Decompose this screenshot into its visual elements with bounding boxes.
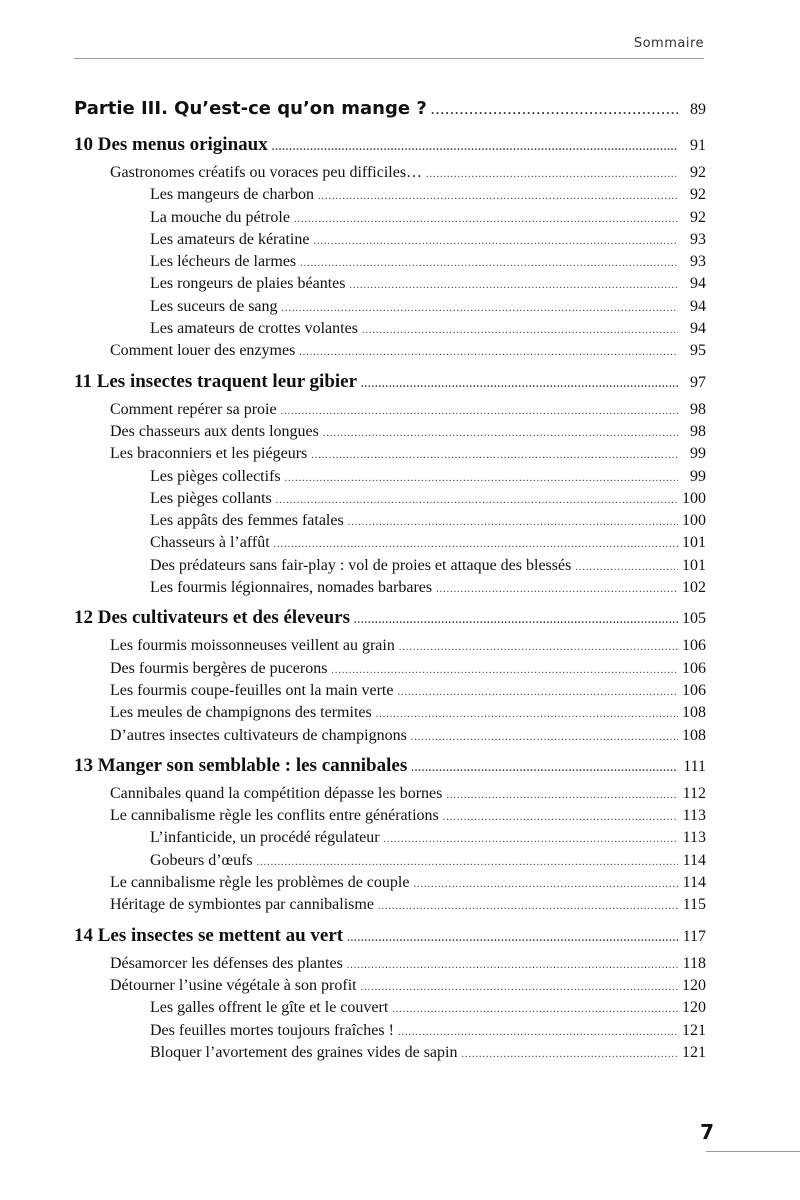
toc-entry <box>74 660 706 682</box>
toc-entry-page: 117 <box>682 927 706 945</box>
toc-entry <box>74 704 706 726</box>
toc-entry-page: 100 <box>682 512 706 530</box>
toc-entry-page: 101 <box>682 534 706 552</box>
toc-entry-page: 94 <box>690 320 706 338</box>
dot-leader <box>348 512 678 526</box>
toc-part <box>74 98 706 128</box>
toc-entry-page: 100 <box>682 489 706 507</box>
toc-entry <box>74 534 706 556</box>
dot-leader <box>397 682 678 696</box>
toc-entry-page: 98 <box>690 400 706 418</box>
toc-entry-page: 106 <box>682 659 706 677</box>
toc-entry <box>74 682 706 704</box>
toc-entry <box>74 557 706 579</box>
toc-entry-page: 121 <box>682 1043 706 1061</box>
toc-entry-page: 91 <box>690 137 706 154</box>
toc-entry <box>74 423 706 445</box>
toc-entry <box>74 999 706 1021</box>
toc-entry-title: Détourner l’usine végétale à son profit <box>110 976 357 994</box>
toc-entry-title: Les galles offrent le gîte et le couvert <box>150 999 389 1017</box>
toc-entry-page: 114 <box>682 874 706 892</box>
toc-entry-title: Le cannibalisme règle les conflits entre générations <box>110 807 439 825</box>
toc-entry <box>74 579 706 601</box>
dot-leader <box>347 925 678 942</box>
toc-entry-title: Les amateurs de kératine <box>150 230 310 248</box>
toc-entry-title: Les pièges collectifs <box>150 467 281 485</box>
toc-entry <box>74 164 706 186</box>
toc-entry-title: Comment louer des enzymes <box>110 342 296 360</box>
dot-leader <box>392 999 678 1013</box>
toc-entry-page: 102 <box>682 579 706 597</box>
toc-entry-title: 13 Manger son semblable : les cannibales <box>74 754 408 776</box>
toc-entry-title: Désamorcer les défenses des plantes <box>110 954 343 972</box>
toc-entry-page: 94 <box>690 297 706 315</box>
dot-leader <box>313 231 678 245</box>
toc-entry-page: 118 <box>682 954 706 972</box>
toc-entry-page: 121 <box>682 1021 706 1039</box>
toc-entry-title: Des prédateurs sans fair-play : vol de proies et attaque des blessés <box>150 556 572 574</box>
toc-entry-page: 105 <box>682 610 706 628</box>
toc-entry-title: Gobeurs d’œufs <box>150 851 253 869</box>
toc-entry-page: 101 <box>682 556 706 574</box>
toc-entry <box>74 955 706 977</box>
dot-leader <box>349 275 678 289</box>
toc-entry <box>74 829 706 851</box>
toc-entry-title: Partie III. Qu’est-ce qu’on mange ? <box>74 98 427 119</box>
toc-entry <box>74 342 706 364</box>
toc-entry-title: Bloquer l’avortement des graines vides de sapin <box>150 1043 458 1061</box>
toc-entry-title: La mouche du pétrole <box>150 208 290 226</box>
toc-entry <box>74 490 706 512</box>
toc-chapter <box>74 925 706 955</box>
toc-entry-title: Les rongeurs de plaies béantes <box>150 275 346 293</box>
dot-leader <box>323 423 678 437</box>
page-number: 7 <box>700 1120 714 1144</box>
toc-entry-page: 115 <box>682 896 706 914</box>
toc-entry <box>74 275 706 297</box>
toc-entry-page: 93 <box>690 230 706 248</box>
toc-entry-title: 11 Les insectes traquent leur gibier <box>74 370 358 392</box>
toc-entry <box>74 896 706 918</box>
dot-leader <box>299 342 678 356</box>
dot-leader <box>311 445 678 459</box>
dot-leader <box>384 829 678 843</box>
dot-leader <box>411 727 678 741</box>
toc-entry-title: D’autres insectes cultivateurs de champignons <box>110 726 407 744</box>
header-divider <box>74 58 704 59</box>
toc-entry-page: 106 <box>682 637 706 655</box>
toc-entry-page: 95 <box>690 342 706 360</box>
toc-entry-title: Les meules de champignons des termites <box>110 704 372 722</box>
dot-leader <box>282 298 678 312</box>
toc-entry-page: 92 <box>690 186 706 204</box>
toc-entry-title: Chasseurs à l’affût <box>150 534 270 552</box>
footer-divider <box>706 1151 800 1152</box>
toc-entry-page: 89 <box>690 101 706 118</box>
dot-leader <box>411 755 678 772</box>
toc-entry-page: 112 <box>682 784 706 802</box>
toc-chapter <box>74 607 706 637</box>
table-of-contents <box>74 98 706 1066</box>
toc-entry <box>74 445 706 467</box>
dot-leader <box>361 977 678 991</box>
toc-entry-title: 14 Les insectes se mettent au vert <box>74 924 344 946</box>
toc-entry <box>74 298 706 320</box>
dot-leader <box>575 557 678 571</box>
toc-chapter <box>74 755 706 785</box>
toc-entry-title: Les fourmis moissonneuses veillent au grain <box>110 637 395 655</box>
toc-entry-title: Des chasseurs aux dents longues <box>110 422 319 440</box>
toc-entry-title: Des fourmis bergères de pucerons <box>110 659 328 677</box>
toc-entry-title: Le cannibalisme règle les problèmes de couple <box>110 874 410 892</box>
toc-entry-page: 106 <box>682 681 706 699</box>
dot-leader <box>413 874 678 888</box>
toc-entry <box>74 874 706 896</box>
dot-leader <box>347 955 678 969</box>
toc-entry <box>74 468 706 490</box>
dot-leader <box>300 253 678 267</box>
toc-entry <box>74 637 706 659</box>
dot-leader <box>361 371 678 388</box>
toc-entry-title: Les fourmis coupe-feuilles ont la main verte <box>110 681 394 699</box>
toc-entry-page: 108 <box>682 726 706 744</box>
toc-entry <box>74 186 706 208</box>
dot-leader <box>354 607 678 624</box>
toc-entry-page: 97 <box>690 373 706 391</box>
toc-entry <box>74 852 706 874</box>
toc-entry-page: 120 <box>682 999 706 1017</box>
toc-entry-page: 92 <box>690 164 706 181</box>
toc-entry-title: Les fourmis légionnaires, nomades barbares <box>150 579 433 597</box>
toc-entry-title: Les amateurs de crottes volantes <box>150 320 358 338</box>
dot-leader <box>446 785 678 799</box>
toc-entry <box>74 807 706 829</box>
toc-entry <box>74 231 706 253</box>
toc-entry <box>74 512 706 534</box>
toc-entry <box>74 253 706 275</box>
dot-leader <box>399 637 678 651</box>
dot-leader <box>426 164 678 178</box>
toc-entry-title: Des feuilles mortes toujours fraîches ! <box>150 1021 394 1039</box>
toc-entry-title: Gastronomes créatifs ou voraces peu difficiles… <box>110 164 423 181</box>
toc-entry-title: Les mangeurs de charbon <box>150 186 314 204</box>
toc-entry-title: Les pièges collants <box>150 489 272 507</box>
dot-leader <box>294 209 678 223</box>
dot-leader <box>376 704 678 718</box>
dot-leader <box>257 852 678 866</box>
dot-leader <box>285 468 678 482</box>
toc-entry-page: 113 <box>682 807 706 825</box>
toc-entry-page: 108 <box>682 704 706 722</box>
dot-leader <box>443 807 678 821</box>
dot-leader <box>274 534 678 548</box>
dot-leader <box>272 134 678 151</box>
toc-entry-page: 99 <box>690 445 706 463</box>
toc-entry-title: Les suceurs de sang <box>150 297 278 315</box>
toc-entry <box>74 1044 706 1066</box>
toc-entry-page: 94 <box>690 275 706 293</box>
toc-entry <box>74 785 706 807</box>
dot-leader <box>276 490 678 504</box>
dot-leader <box>331 660 678 674</box>
toc-entry <box>74 401 706 423</box>
toc-entry-title: 10 Des menus originaux <box>74 134 268 155</box>
toc-entry <box>74 1022 706 1044</box>
toc-entry-title: Héritage de symbiontes par cannibalisme <box>110 896 374 914</box>
toc-entry-title: Cannibales quand la compétition dépasse les bornes <box>110 784 443 802</box>
running-header: Sommaire <box>633 36 704 51</box>
toc-entry-title: L’infanticide, un procédé régulateur <box>150 829 380 847</box>
toc-chapter <box>74 371 706 401</box>
dot-leader <box>378 896 678 910</box>
toc-entry-title: Les appâts des femmes fatales <box>150 512 344 530</box>
toc-entry <box>74 727 706 749</box>
dot-leader <box>398 1022 678 1036</box>
toc-entry <box>74 977 706 999</box>
dot-leader <box>436 579 678 593</box>
dot-leader <box>362 320 678 334</box>
toc-entry-page: 111 <box>683 757 706 775</box>
toc-entry-page: 93 <box>690 253 706 271</box>
toc-entry-title: Les braconniers et les piégeurs <box>110 445 308 463</box>
toc-entry-title: 12 Des cultivateurs et des éleveurs <box>74 607 350 629</box>
toc-entry-page: 113 <box>682 829 706 847</box>
toc-entry-title: Les lécheurs de larmes <box>150 253 297 271</box>
toc-entry-page: 98 <box>690 422 706 440</box>
toc-entry-page: 120 <box>682 976 706 994</box>
toc-chapter <box>74 134 706 164</box>
toc-entry-page: 99 <box>690 467 706 485</box>
toc-entry-page: 92 <box>690 208 706 226</box>
toc-entry-page: 114 <box>682 851 706 869</box>
dot-leader <box>318 186 678 200</box>
dot-leader <box>431 98 678 114</box>
toc-entry <box>74 209 706 231</box>
toc-entry-title: Comment repérer sa proie <box>110 400 277 418</box>
dot-leader <box>461 1044 678 1058</box>
dot-leader <box>281 401 678 415</box>
toc-entry <box>74 320 706 342</box>
